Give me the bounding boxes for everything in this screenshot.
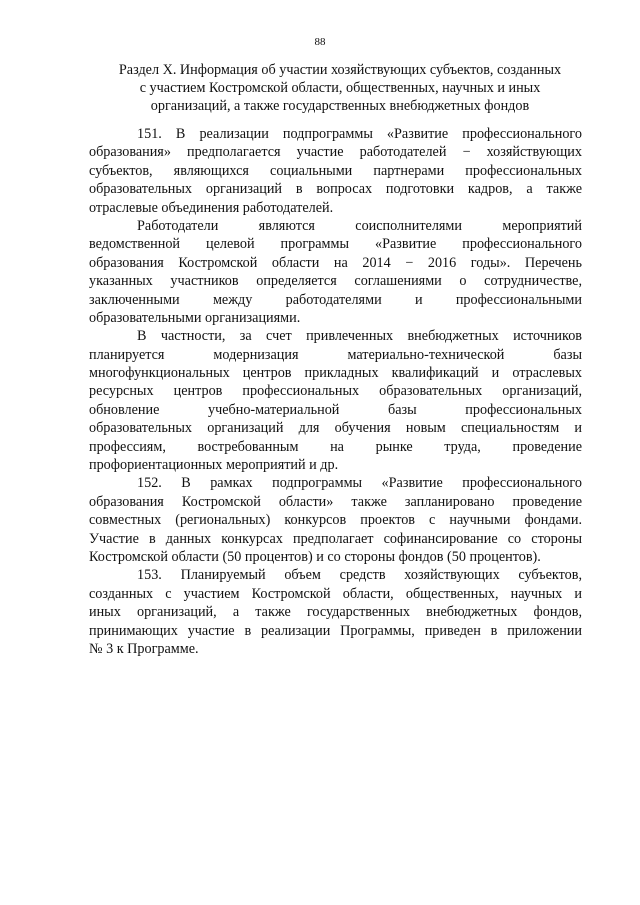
text-line: созданных с участием Костромской области, общественных, научных и [89,585,582,602]
text-line: профориентационных мероприятий и др. [89,457,339,474]
paragraph-152 [89,474,582,566]
text-line: В частности, за счет привлеченных внебюджетных источников [137,328,582,345]
text-line: субъектов, являющихся социальными партнерами профессиональных [89,162,582,179]
section-title-line: организаций, а также государственных внебюджетных фондов [150,98,530,114]
section-title-line: Раздел X. Информация об участии хозяйствующих субъектов, созданных [118,62,562,78]
text-line: ведомственной целевой программы «Развитие профессионального [89,236,582,253]
text-line: иных организаций, а также государственных внебюджетных фондов, [89,604,582,621]
text-line: указанных участников определяется соглашениями о сотрудничестве, [89,273,582,290]
document-body [89,125,582,658]
text-line: отраслевые объединения работодателей. [89,199,334,216]
text-line: Костромской области (50 процентов) и со стороны фондов (50 процентов). [89,548,541,565]
section-title-line: с участием Костромской области, общественных, научных и иных [139,80,541,96]
text-line: заключенными между работодателями и профессиональными [89,291,582,308]
paragraph-in-particular [89,327,582,474]
text-line: образовательными организациями. [89,309,301,326]
text-line: образовательных организаций для обучения новым специальностям и [89,420,582,437]
text-line: профессиям, востребованным на рынке труда, проведение [89,438,582,455]
text-line: Работодатели являются соисполнителями мероприятий [137,217,582,234]
paragraph-employers [89,217,582,327]
section-title [98,61,582,115]
text-line: образования Костромской области на 2014 − 2016 годы». Перечень [89,254,582,271]
paragraph-153 [89,566,582,658]
text-line: ресурсных центров профессиональных образовательных организаций, [89,383,582,400]
paragraph-151 [89,125,582,217]
text-line: 153. Планируемый объем средств хозяйствующих субъектов, [137,567,582,584]
text-line: образования» предполагается участие работодателей − хозяйствующих [89,144,582,161]
text-line: планируется модернизация материально-технической базы [89,346,582,363]
text-line: 152. В рамках подпрограммы «Развитие профессионального [137,475,582,492]
text-line: принимающих участие в реализации Программы, приведен в приложении [89,622,582,639]
text-line: Участие в данных конкурсах предполагает софинансирование со стороны [89,530,582,547]
text-line: 151. В реализации подпрограммы «Развитие профессионального [137,126,582,142]
page-number: 88 [314,36,326,48]
text-line: образовательных организаций в вопросах подготовки кадров, а также [89,181,582,198]
text-line: образования Костромской области» также запланировано проведение [89,493,582,510]
text-line: обновление учебно-материальной базы профессиональных [89,401,582,418]
text-line: совместных (региональных) конкурсов проектов с научными фондами. [89,512,582,529]
text-line: многофункциональных центров прикладных квалификаций и отраслевых [89,365,582,382]
text-line: № 3 к Программе. [89,640,199,657]
